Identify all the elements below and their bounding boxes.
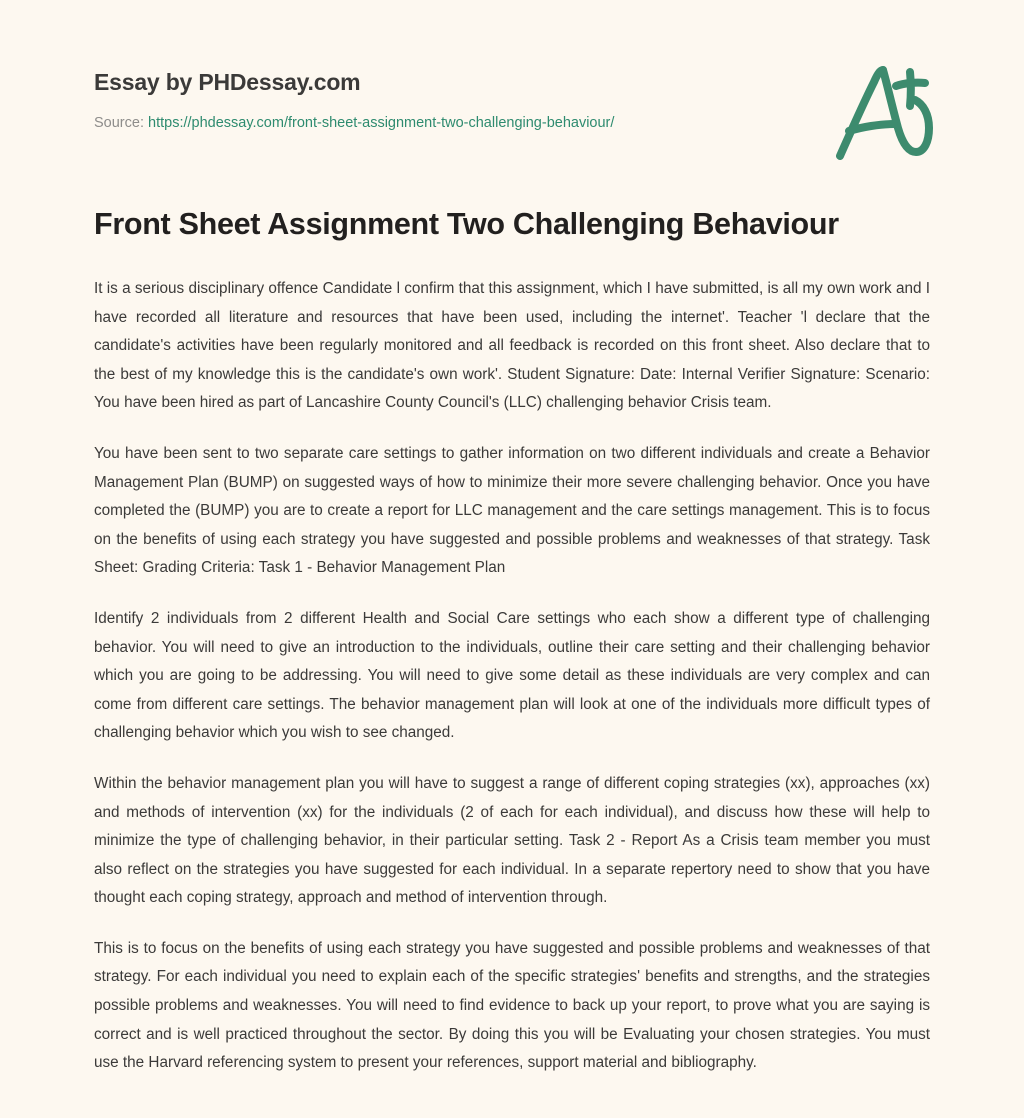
essay-body	[0, 275, 1024, 1118]
source-url-link[interactable]: https://phdessay.com/front-sheet-assignment-two-challenging-behaviour/	[148, 115, 615, 131]
body-paragraph: Within the behavior management plan you will have to suggest a range of different coping strategies (xx), approaches (xx) and methods of intervention (xx) for the individuals (2 of each for each individual), and discuss how these will help to minimize the type of challenging behavior, in their particular setting. Task 2 - Report As a Crisis team member you must also reflect on the strategies you have suggested for each individual. In a separate repertory need to show that you have thought each coping strategy, approach and method of intervention through.	[94, 774, 930, 907]
page-header	[0, 0, 1024, 133]
source-label: Source:	[94, 115, 144, 131]
body-paragraph: This is to focus on the benefits of using each strategy you have suggested and possible problems and weaknesses of that strategy. For each individual you need to explain each of the specific strategies' benefits and strengths, and the strategies possible problems and weaknesses. You will need to find evidence to back up your report, to prove what you are saying is correct and is well practiced throughout the sector. By doing this you will be Evaluating your chosen strategies. You must use the Harvard referencing system to present your references, support material and bibliography.	[94, 939, 930, 1072]
body-paragraph: You have been sent to two separate care settings to gather information on two different individuals and create a Behavior Management Plan (BUMP) on suggested ways of how to minimize their more severe challenging behavior. Once you have completed the (BUMP) you are to create a report for LLC management and the care settings management. This is to focus on the benefits of using each strategy you have suggested and possible problems and weaknesses of that strategy. Task Sheet: Grading Criteria: Task 1 - Behavior Management Plan	[94, 444, 930, 577]
body-paragraph: It is a serious disciplinary offence Candidate l confirm that this assignment, which I have submitted, is all my own work and I have recorded all literature and resources that have been used, including the internet'. Teacher 'l declare that the candidate's activities have been regularly monitored and all feedback is recorded on this front sheet. Also declare that to the best of my knowledge this is the candidate's own work'. Student Signature: Date: Internal Verifier Signature: Scenario: You have been hired as part of Lancashire County Council's (LLC) challenging behavior Crisis team.	[94, 280, 930, 412]
source-line	[94, 113, 930, 133]
body-paragraph: Identify 2 individuals from 2 different Health and Social Care settings who each show a different type of challenging behavior. You will need to give an introduction to the individuals, outline their care setting and their challenging behavior which you are going to be addressing. You will need to give some detail as these individuals are very complex and can come from different care settings. The behavior management plan will look at one of the individuals more difficult types of challenging behavior which you wish to see changed.	[94, 609, 930, 742]
brand-title: Essay by PHDessay.com	[94, 69, 361, 95]
page-title: Front Sheet Assignment Two Challenging Behaviour	[94, 207, 839, 241]
